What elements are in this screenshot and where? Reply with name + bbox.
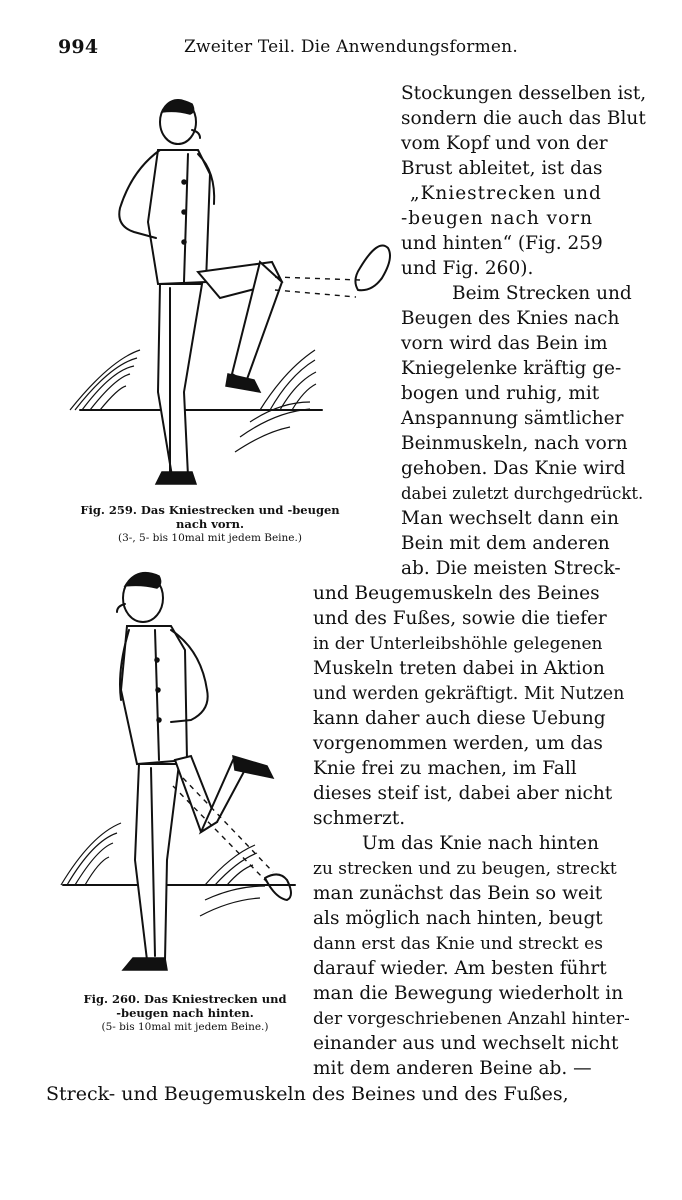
figure-259-caption — [20, 503, 400, 545]
running-title: Zweiter Teil. Die Anwendungsformen. — [184, 37, 518, 57]
text-line: der vorgeschriebenen Anzahl hinter- — [313, 1009, 630, 1029]
text-line: „Kniestrecken und — [410, 183, 602, 204]
figure-259-title: Fig. 259. Das Kniestrecken und -beugen — [80, 503, 340, 517]
text-line: Man wechselt dann ein — [401, 508, 619, 529]
text-line: gehoben. Das Knie wird — [401, 458, 626, 479]
figure-259-title-cont: nach vorn. — [176, 517, 244, 531]
figure-259-note: (3-, 5- bis 10mal mit jedem Beine.) — [118, 532, 302, 544]
text-line: ab. Die meisten Streck- — [401, 558, 621, 579]
text-line: und Fig. 260). — [401, 258, 534, 279]
text-line: als möglich nach hinten, beugt — [313, 908, 603, 929]
text-line: Brust ableitet, ist das — [401, 158, 603, 179]
text-line: Knie frei zu machen, im Fall — [313, 758, 577, 779]
text-line: dann erst das Knie und streckt es — [313, 934, 603, 954]
page-header — [58, 36, 638, 62]
text-line: Streck- und Beugemuskeln des Beines und des Fußes, — [46, 1083, 569, 1105]
text-line: zu strecken und zu beugen, streckt — [313, 859, 617, 879]
text-line: Muskeln treten dabei in Aktion — [313, 658, 605, 679]
text-line: bogen und ruhig, mit — [401, 383, 600, 404]
text-line: und Beugemuskeln des Beines — [313, 583, 600, 604]
text-line: Anspannung sämtlicher — [401, 408, 624, 429]
text-line: vorgenommen werden, um das — [313, 733, 603, 754]
figure-260-note: (5- bis 10mal mit jedem Beine.) — [101, 1021, 269, 1033]
text-line: man zunächst das Bein so weit — [313, 883, 603, 904]
text-line: und hinten“ (Fig. 259 — [401, 233, 603, 254]
text-line: -beugen nach vorn — [401, 208, 593, 229]
text-line: in der Unterleibshöhle gelegenen — [313, 634, 603, 654]
text-line: und werden gekräftigt. Mit Nutzen — [313, 684, 625, 704]
text-line: Stockungen desselben ist, — [401, 83, 647, 104]
text-line: dabei zuletzt durchgedrückt. — [401, 484, 644, 503]
text-line: Um das Knie nach hinten — [362, 833, 599, 854]
text-line: und des Fußes, sowie die tiefer — [313, 608, 607, 629]
text-line: vorn wird das Bein im — [401, 333, 608, 354]
text-line: man die Bewegung wiederholt in — [313, 983, 624, 1004]
text-line: schmerzt. — [313, 808, 406, 829]
text-line: dieses steif ist, dabei aber nicht — [313, 783, 613, 804]
text-line: vom Kopf und von der — [401, 133, 608, 154]
text-line: mit dem anderen Beine ab. — — [313, 1058, 592, 1079]
figure-260-title-cont: -beugen nach hinten. — [116, 1006, 254, 1020]
figure-259-illustration — [60, 92, 400, 497]
text-line: kann daher auch diese Uebung — [313, 708, 606, 729]
text-line: Kniegelenke kräftig ge- — [401, 358, 622, 379]
text-line: Bein mit dem anderen — [401, 533, 610, 554]
text-line: einander aus und wechselt nicht — [313, 1033, 619, 1054]
text-line: Beim Strecken und — [452, 283, 632, 304]
text-line: sondern die auch das Blut — [401, 108, 646, 129]
text-line: darauf wieder. Am besten führt — [313, 958, 607, 979]
figure-260-illustration — [55, 560, 315, 985]
text-line: Beinmuskeln, nach vorn — [401, 433, 628, 454]
figure-260-caption — [40, 992, 330, 1034]
text-line: Beugen des Knies nach — [401, 308, 620, 329]
figure-260-title: Fig. 260. Das Kniestrecken und — [83, 992, 287, 1006]
page-number: 994 — [58, 36, 99, 58]
